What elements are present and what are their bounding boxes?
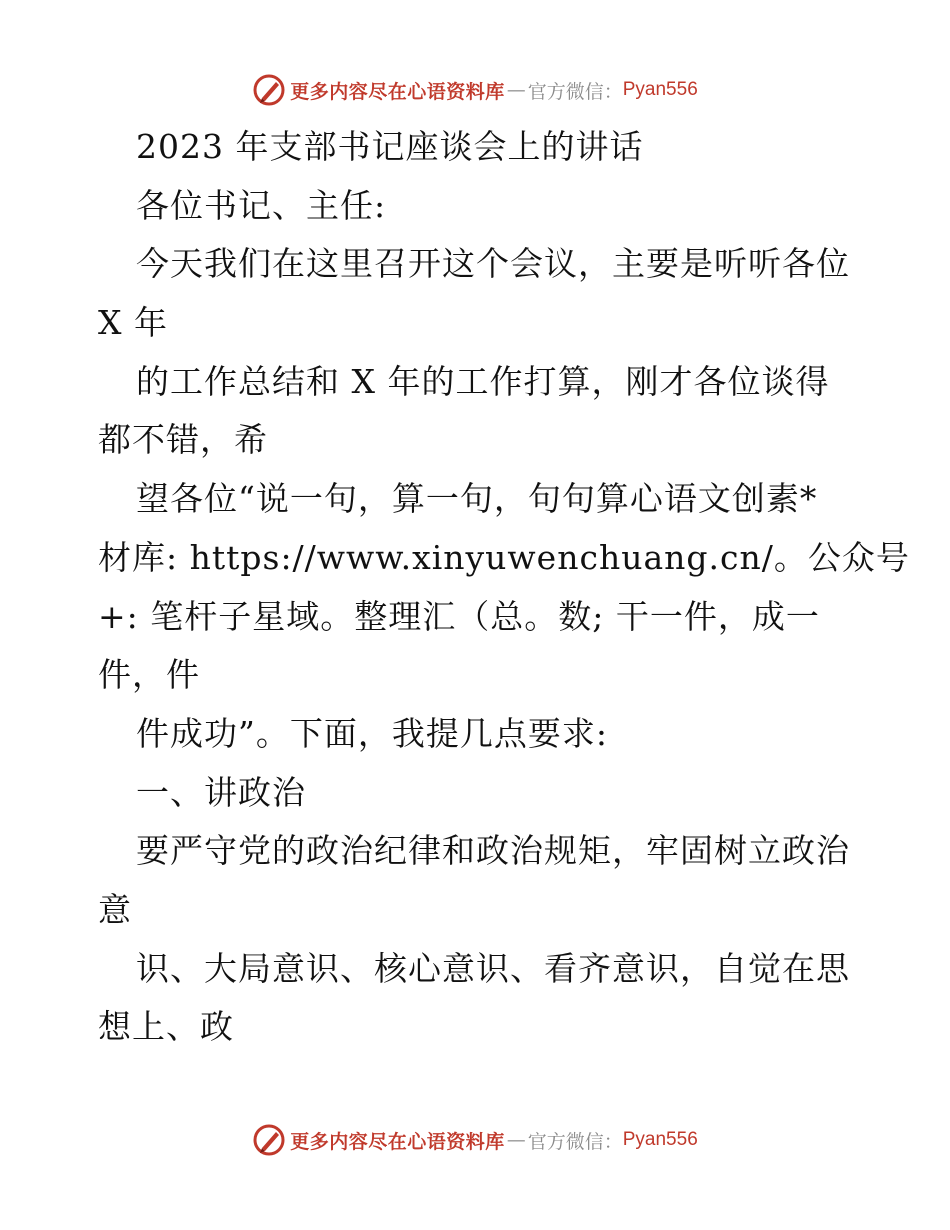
section-heading: 一、讲政治 <box>136 772 306 812</box>
paragraph-line: 今天我们在这里召开这个会议，主要是听听各位 <box>136 244 850 284</box>
document-body <box>98 118 910 1057</box>
paragraph-line: X 年 <box>98 303 168 343</box>
watermark-main-text: 更多内容尽在心语资料库 <box>290 1130 505 1153</box>
salutation-line: 各位书记、主任: <box>136 185 387 225</box>
paragraph-line: 都不错，希 <box>98 420 268 460</box>
paragraph-line: 要严守党的政治纪律和政治规矩，牢固树立政治 <box>136 831 850 871</box>
paragraph-line: 望各位“说一句，算一句，句句算心语文创素* <box>136 479 818 519</box>
paragraph-line-url: 材库: https://www.xinyuwenchuang.cn/。公众号 <box>98 537 910 577</box>
paragraph-line: 意 <box>98 889 132 929</box>
document-title: 2023 年支部书记座谈会上的讲话 <box>136 127 644 166</box>
pen-logo-icon <box>252 1123 286 1157</box>
watermark-official-label: 官方微信： <box>527 80 623 103</box>
pen-logo-icon <box>252 73 286 107</box>
paragraph-line: 件，件 <box>98 655 200 695</box>
watermark-main-text: 更多内容尽在心语资料库 <box>290 80 505 103</box>
watermark-dash: — <box>506 79 526 101</box>
paragraph-line: 的工作总结和 X 年的工作打算，刚才各位谈得 <box>136 361 830 401</box>
watermark-dash: — <box>506 1129 526 1151</box>
paragraph-line: 识、大局意识、核心意识、看齐意识，自觉在思 <box>136 948 850 988</box>
watermark-official-label: 官方微信： <box>527 1130 623 1153</box>
bottom-watermark <box>0 1120 950 1160</box>
top-watermark <box>0 70 950 110</box>
paragraph-line: 件成功”。下面，我提几点要求: <box>136 713 608 753</box>
paragraph-line: 想上、政 <box>98 1007 234 1047</box>
watermark-wechat-id: Pyan556 <box>622 1129 698 1150</box>
watermark-wechat-id: Pyan556 <box>622 79 698 100</box>
paragraph-line: +: 笔杆子星域。整理汇（总。数; 干一件，成一 <box>98 596 820 636</box>
